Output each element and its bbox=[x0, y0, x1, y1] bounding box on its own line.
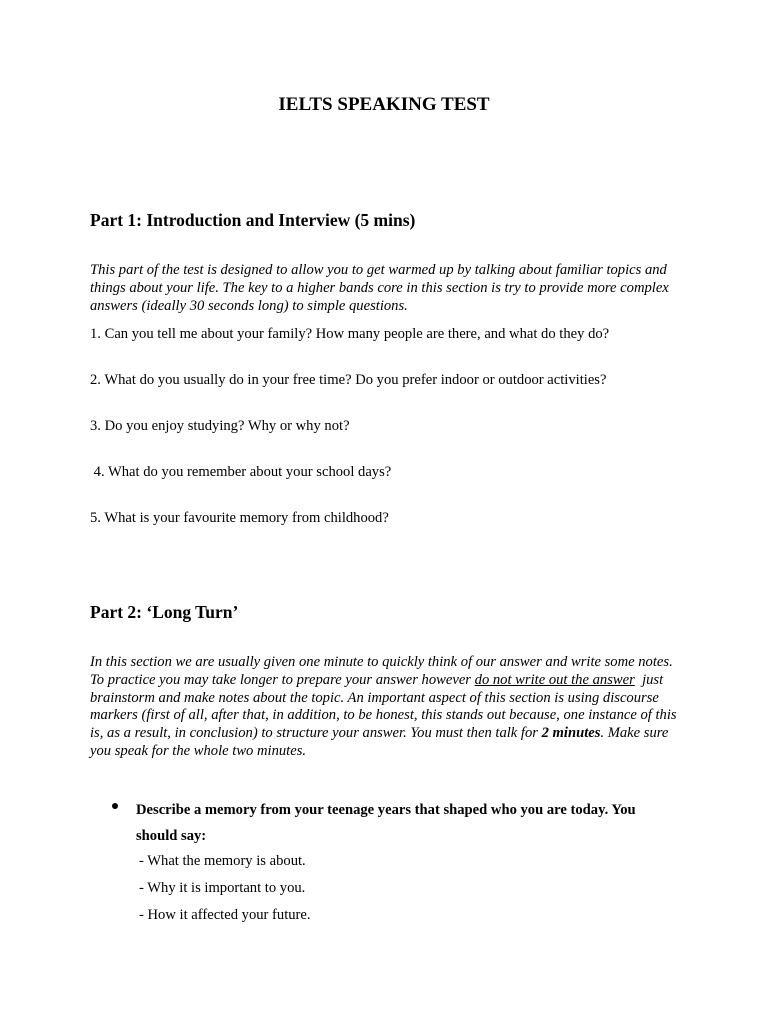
part1-heading: Part 1: Introduction and Interview (5 mins) bbox=[90, 210, 416, 230]
question-1: 1. Can you tell me about your family? How many people are there, and what do they do? bbox=[90, 326, 610, 342]
part1-intro: This part of the test is designed to allow you to get warmed up by talking about familiar topics and things about your life. The key to a higher bands core in this section is try to provide more complex answers (ideally 30 seconds long) to simple questions. bbox=[90, 262, 669, 314]
cue-card-point-3: - How it affected your future. bbox=[139, 907, 311, 923]
question-2: 2. What do you usually do in your free time? Do you prefer indoor or outdoor activities? bbox=[90, 372, 607, 388]
question-3: 3. Do you enjoy studying? Why or why not? bbox=[90, 418, 350, 434]
document-title: IELTS SPEAKING TEST bbox=[278, 94, 490, 115]
bullet-icon bbox=[112, 803, 118, 809]
part2-intro-bold: 2 minutes bbox=[541, 725, 601, 742]
part2-intro-underlined: do not write out the answer bbox=[474, 671, 635, 688]
part2-intro-text-2: just brainstorm and make notes about the topic. An important aspect of this section is using discourse markers (first of all, after that, in addition, to be honest, this stands out because, one instance of this is, as a result, in conclusion) to structure your answer. You must then talk for bbox=[90, 671, 681, 742]
question-5: 5. What is your favourite memory from childhood? bbox=[90, 510, 389, 526]
part2-intro-text-3: . Make sure you speak for the whole two minutes. bbox=[90, 725, 669, 759]
cue-card-prompt: Describe a memory from your teenage years that shaped who you are today. You should say: bbox=[136, 802, 636, 844]
part2-intro bbox=[90, 654, 680, 761]
question-4: 4. What do you remember about your school days? bbox=[90, 464, 392, 480]
part2-heading: Part 2: ‘Long Turn’ bbox=[90, 602, 239, 622]
cue-card-point-2: - Why it is important to you. bbox=[139, 880, 306, 896]
cue-card-point-1: - What the memory is about. bbox=[139, 853, 306, 869]
part2-intro-text-1: In this section we are usually given one minute to quickly think of our answer and write some notes. To practice you may take longer to prepare your answer however bbox=[90, 654, 673, 688]
